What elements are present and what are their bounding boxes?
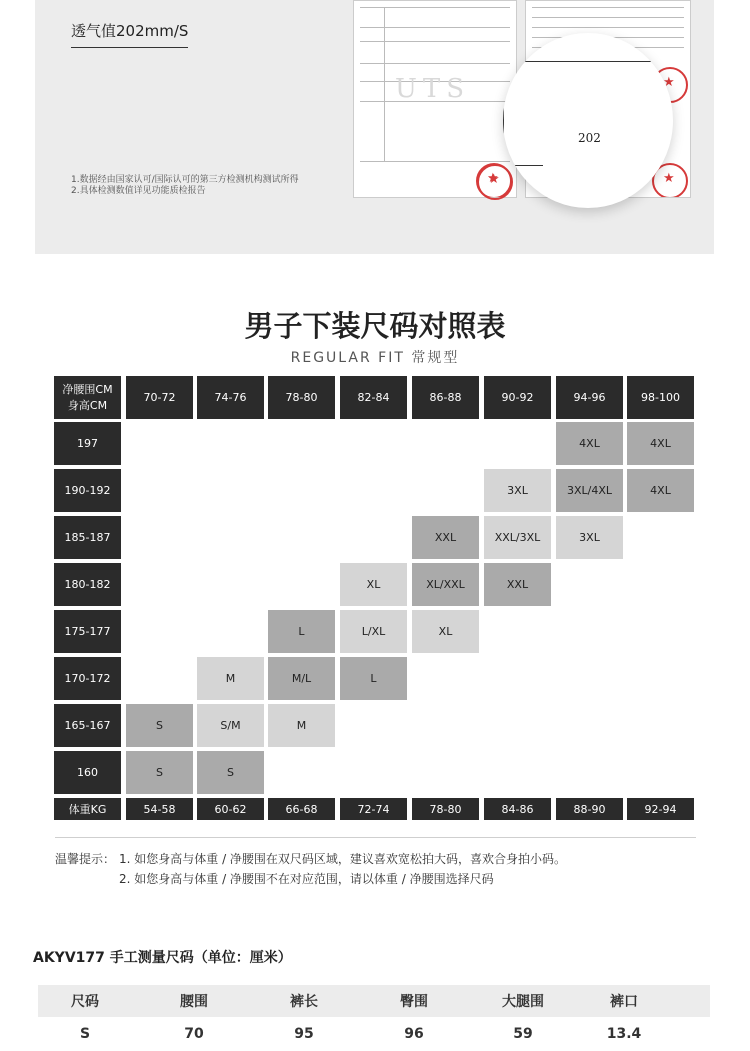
- corner-header: [54, 376, 121, 419]
- measurement-header: 臀围: [400, 994, 428, 1010]
- size-cell: S: [197, 751, 264, 794]
- breathability-note-2: 2.具体检测数值详见功能质检报告: [71, 186, 206, 196]
- waist-header: 74-76: [197, 376, 264, 419]
- divider: [55, 837, 696, 838]
- measurement-table: [38, 985, 710, 1051]
- size-chart-subtitle: REGULAR FIT 常规型: [290, 350, 460, 366]
- red-stamp-icon: [477, 164, 513, 200]
- magnified-value: 202: [578, 131, 601, 145]
- breathability-label: 透气值202mm/S: [71, 20, 188, 48]
- waist-header: 78-80: [268, 376, 335, 419]
- size-cell: S/M: [197, 704, 264, 747]
- size-cell: 4XL: [627, 469, 694, 512]
- size-cell: XL: [412, 610, 479, 653]
- measurement-header-row: [38, 985, 710, 1017]
- size-cell: 3XL/4XL: [556, 469, 623, 512]
- corner-height-label: 身高CM: [67, 398, 108, 412]
- measurement-cell: S: [79, 1026, 91, 1042]
- height-header: 160: [54, 751, 121, 794]
- weight-label: 体重KG: [54, 798, 121, 820]
- size-cell: 4XL: [627, 422, 694, 465]
- size-cell: S: [126, 704, 193, 747]
- size-cell: M: [197, 657, 264, 700]
- waist-header: 86-88: [412, 376, 479, 419]
- measurement-cell: 96: [404, 1026, 424, 1042]
- measurement-header: 大腿围: [502, 994, 544, 1010]
- measurement-header: 裤口: [610, 994, 638, 1010]
- waist-header: 70-72: [126, 376, 193, 419]
- waist-header: 94-96: [556, 376, 623, 419]
- tip-line-1: 1. 如您身高与体重 / 净腰围在双尺码区域，建议喜欢宽松拍大码，喜欢合身拍小码。: [119, 852, 566, 866]
- size-chart-title: 男子下装尺码对照表: [244, 309, 506, 343]
- size-cell: S: [126, 751, 193, 794]
- height-header: 170-172: [54, 657, 121, 700]
- weight-value: 84-86: [484, 798, 551, 820]
- size-cell: XXL: [412, 516, 479, 559]
- size-cell: XL/XXL: [412, 563, 479, 606]
- weight-value: 88-90: [556, 798, 623, 820]
- size-cell: L: [268, 610, 335, 653]
- corner-waist-label: 净腰围CM: [62, 382, 113, 396]
- size-cell: XXL: [484, 563, 551, 606]
- size-cell: M/L: [268, 657, 335, 700]
- breathability-note-1: 1.数据经由国家认可/国际认可的第三方检测机构测试所得: [71, 175, 299, 185]
- waist-header: 82-84: [340, 376, 407, 419]
- size-cell: XXL/3XL: [484, 516, 551, 559]
- waist-header: 90-92: [484, 376, 551, 419]
- size-cell: M: [268, 704, 335, 747]
- tip-line-2: 2. 如您身高与体重 / 净腰围不在对应范围，请以体重 / 净腰围选择尺码: [119, 872, 494, 886]
- weight-value: 92-94: [627, 798, 694, 820]
- magnifier-lens: [503, 33, 673, 208]
- height-header: 180-182: [54, 563, 121, 606]
- height-header: 197: [54, 422, 121, 465]
- measurement-header: 腰围: [180, 994, 208, 1010]
- measurement-row: [38, 1017, 710, 1051]
- tips-prefix: 温馨提示：: [55, 852, 116, 866]
- measurement-header: 裤长: [290, 994, 318, 1010]
- weight-value: 72-74: [340, 798, 407, 820]
- weight-value: 60-62: [197, 798, 264, 820]
- lab-watermark: UTS: [395, 74, 471, 104]
- measurement-cell: 95: [294, 1026, 314, 1042]
- height-header: 190-192: [54, 469, 121, 512]
- size-cell: 3XL: [484, 469, 551, 512]
- measurement-cell: 70: [184, 1026, 204, 1042]
- measurement-title: AKYV177 手工测量尺码（单位：厘米）: [33, 950, 292, 966]
- measurement-cell: 59: [513, 1026, 533, 1042]
- weight-value: 66-68: [268, 798, 335, 820]
- size-cell: 3XL: [556, 516, 623, 559]
- height-header: 165-167: [54, 704, 121, 747]
- size-cell: L/XL: [340, 610, 407, 653]
- size-cell: L: [340, 657, 407, 700]
- weight-value: 78-80: [412, 798, 479, 820]
- height-header: 185-187: [54, 516, 121, 559]
- size-cell: XL: [340, 563, 407, 606]
- size-cell: 4XL: [556, 422, 623, 465]
- measurement-header: 尺码: [71, 994, 99, 1010]
- height-header: 175-177: [54, 610, 121, 653]
- weight-value: 54-58: [126, 798, 193, 820]
- measurement-cell: 13.4: [606, 1026, 642, 1042]
- waist-header: 98-100: [627, 376, 694, 419]
